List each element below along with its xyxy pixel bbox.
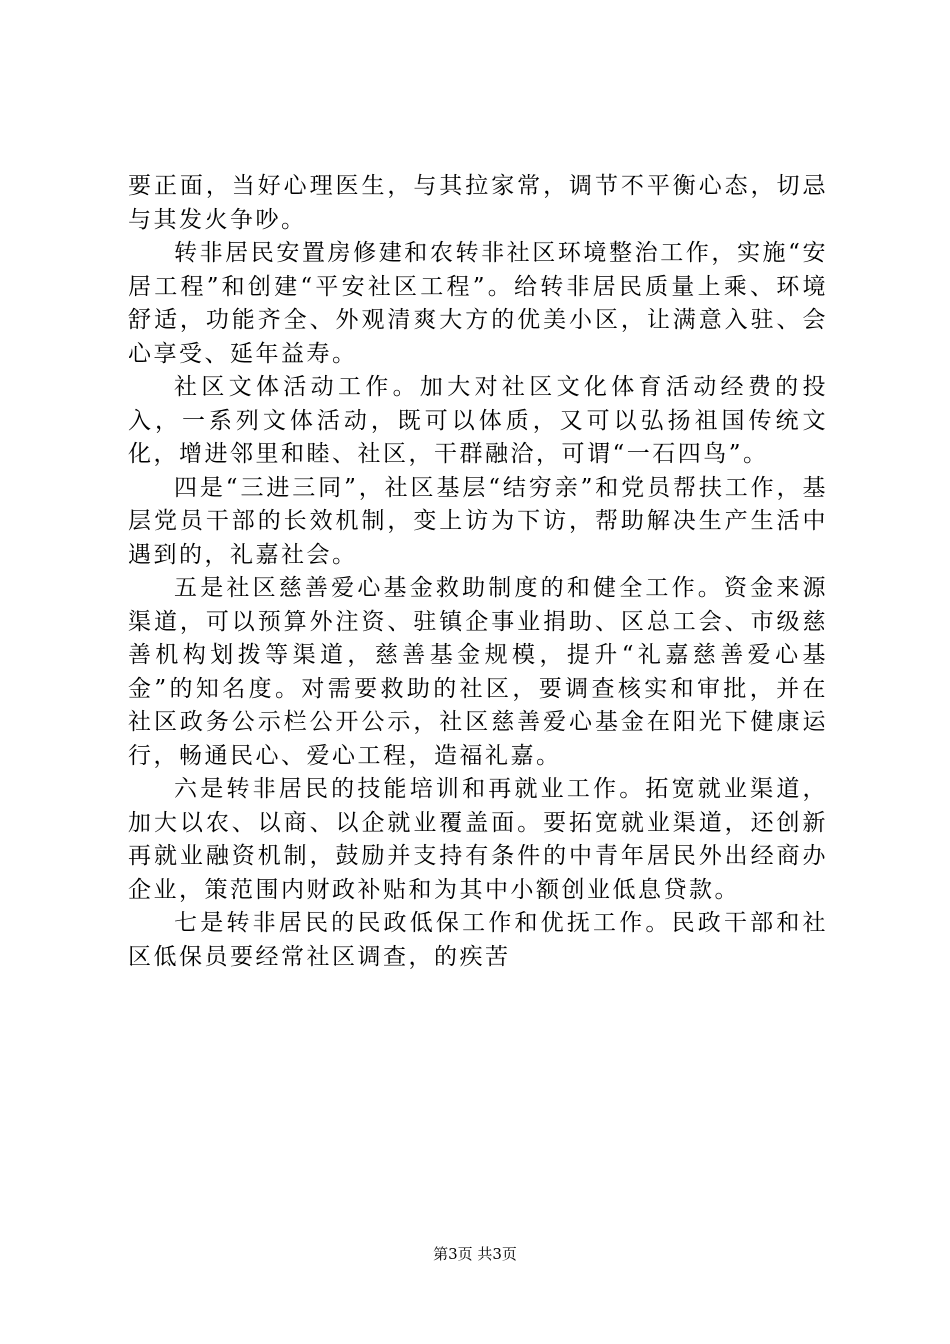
paragraph-item-7: 七是转非居民的民政低保工作和优抚工作。民政干部和社区低保员要经常社区调查，的疾苦 <box>128 910 828 970</box>
paragraph-culture-sports: 社区文体活动工作。加大对社区文化体育活动经费的投入，一系列文体活动，既可以体质，又可以弘扬祖国传统文化，增进邻里和睦、社区，干群融洽，可谓“一石四鸟”。 <box>128 374 828 467</box>
page-footer: 第3页 共3页 <box>433 1245 517 1263</box>
paragraph-item-4: 四是“三进三同”，社区基层“结穷亲”和党员帮扶工作，基层党员干部的长效机制，变上访为下访，帮助解决生产生活中遇到的，礼嘉社会。 <box>128 474 828 568</box>
paragraph-item-5: 五是社区慈善爱心基金救助制度的和健全工作。资金来源渠道，可以预算外注资、驻镇企事业捐助、区总工会、市级慈善机构划拨等渠道，慈善基金规模，提升“礼嘉慈善爱心基金”的知名度。对需要救助的社区，要调查核实和审批，并在社区政务公示栏公开公示，社区慈善爱心基金在阳光下健康运行，畅通民心、爱心工程，造福礼嘉。 <box>128 575 828 769</box>
paragraph-item-6: 六是转非居民的技能培训和再就业工作。拓宽就业渠道，加大以农、以商、以企就业覆盖面。要拓宽就业渠道，还创新再就业融资机制，鼓励并支持有条件的中青年居民外出经商办企业，策范围内财政补贴和为其中小额创业低息贷款。 <box>128 776 828 903</box>
document-body <box>128 170 828 974</box>
paragraph-housing: 转非居民安置房修建和农转非社区环境整治工作，实施“安居工程”和创建“平安社区工程”。给转非居民质量上乘、环境舒适，功能齐全、外观清爽大方的优美小区，让满意入驻、会心享受、延年益寿。 <box>128 240 828 367</box>
paragraph-continuation: 要正面，当好心理医生，与其拉家常，调节不平衡心态，切忌与其发火争吵。 <box>128 173 828 233</box>
